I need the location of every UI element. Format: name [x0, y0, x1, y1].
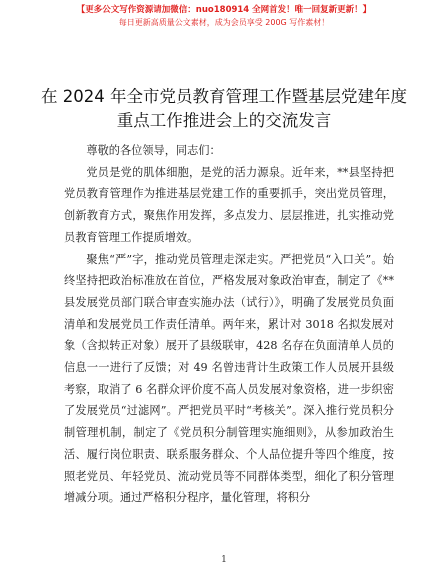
paragraph: 聚焦“严”字，推动党员管理走深走实。严把党员“入口关”。始终坚持把政治标准放在首位，严格发展对象政治审查，制定了《**县发展党员部门联合审查实施办法（试行）》，明确了发展党员负面清单和发展党员工作责任清单。两年来，累计对 3018 名拟发展对象（含拟转正对象）展开了县级联审，428 名存在负面清单人员的信息一一进行了反馈；对 49 名曾违背计生政策工作人员展开县级考察，取消了 6 名群众评价度不高人员发展对象资格，进一步织密了发展党员“过滤网”。严把党员平时“考核关”。深入推行党员积分制管理机制，制定了《党员积分制管理实施细则》，从参加政治生活、履行岗位职责、联系服务群众、个人品位提升等四个维度，按照老党员、年轻党员、流动党员等不同群体类型，细化了积分管理增减分项。通过严格积分程序，量化管理，将积分 [64, 252, 394, 505]
document-body [64, 140, 394, 509]
salutation: 尊敬的各位领导，同志们： [86, 144, 221, 157]
document-title: 在 2024 年全市党员教育管理工作暨基层党建年度重点工作推进会上的交流发言 [41, 87, 407, 130]
page-number: 1 [221, 555, 227, 565]
banner-line-2: 每日更新高质量公文素材，成为会员享受 200G 写作素材！ [118, 18, 330, 27]
promo-banner [0, 4, 448, 29]
paragraph: 党员是党的肌体细胞，是党的活力源泉。近年来，**县坚持把党员教育管理作为推进基层党建工作的重要抓手，突出党员管理，创新教育方式，聚焦作用发挥，多点发力、层层推进，扎实推动党员教育管理工作提质增效。 [64, 165, 394, 244]
banner-line-1: 【更多公文写作资源请加微信：nuo180914 全网首发！唯一回复新更新！】 [76, 5, 372, 15]
